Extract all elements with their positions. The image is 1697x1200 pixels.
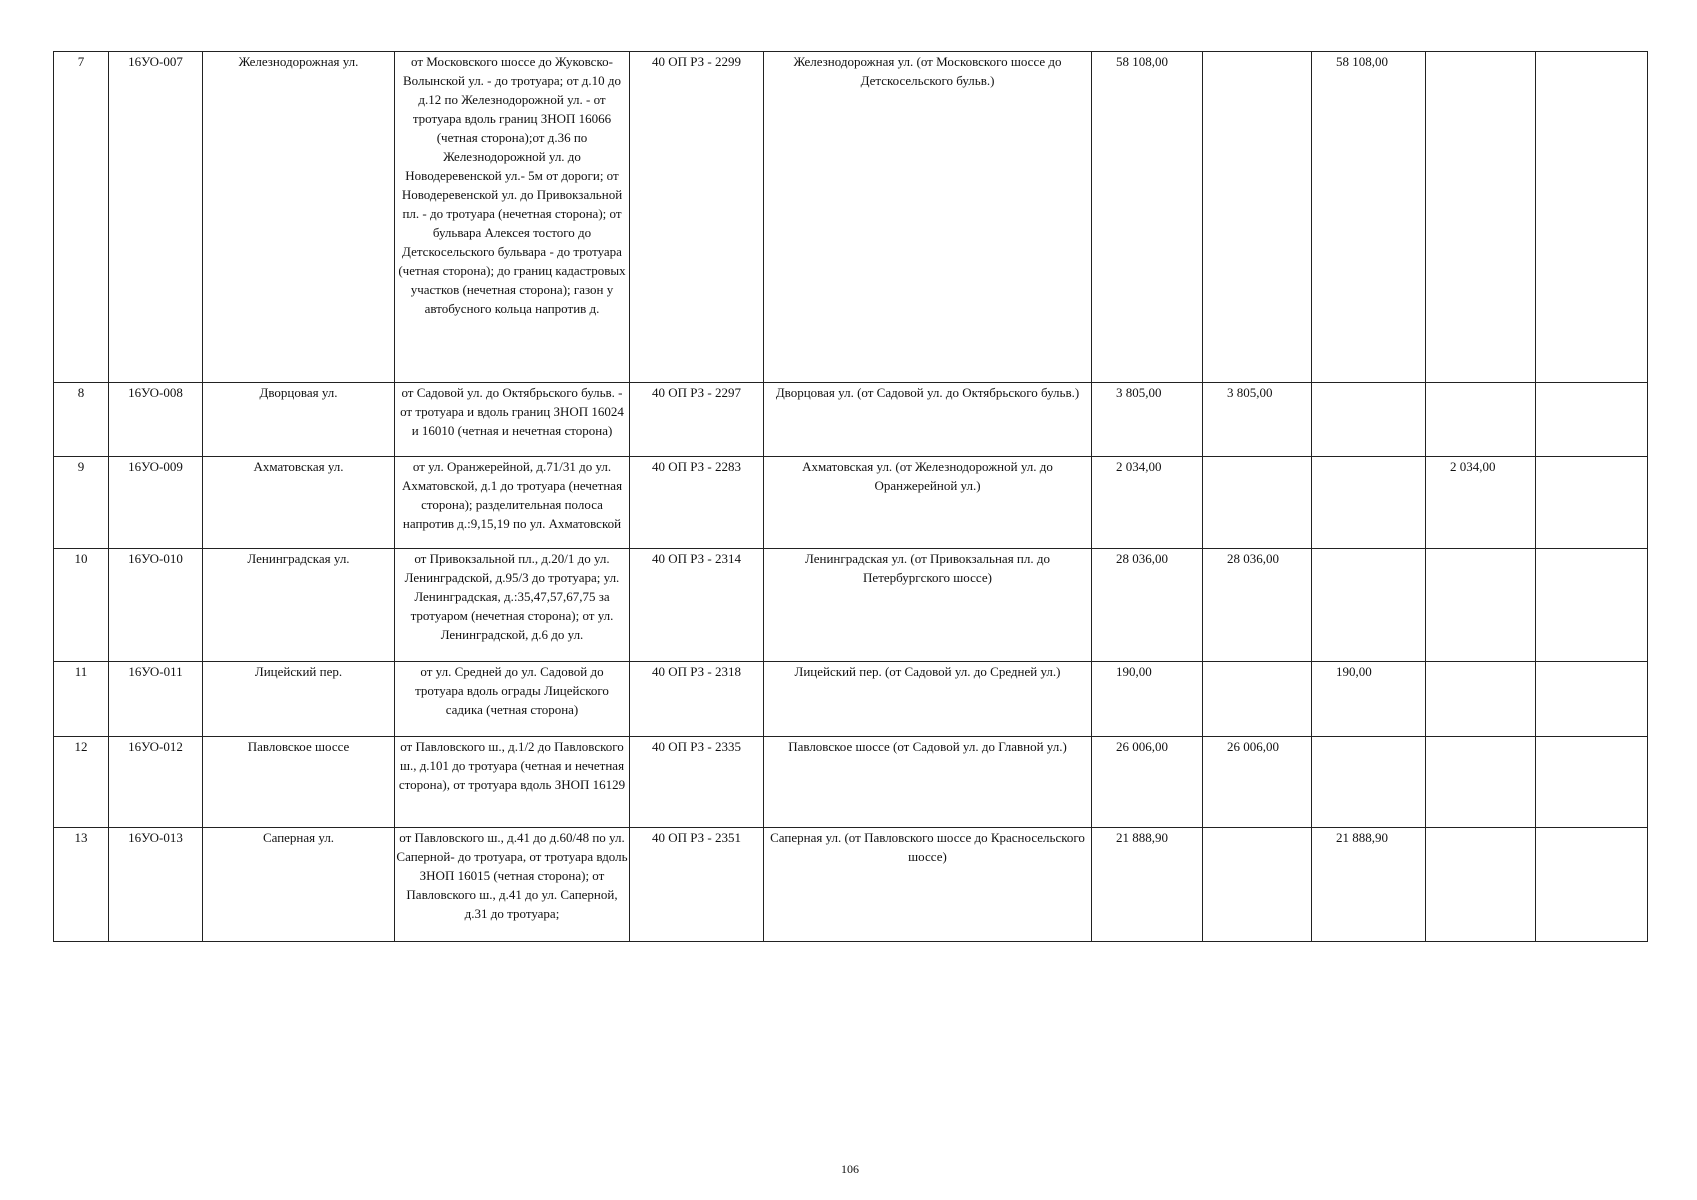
road-id: 40 ОП РЗ - 2335	[630, 737, 764, 828]
road-id: 40 ОП РЗ - 2297	[630, 383, 764, 457]
object-code: 16УО-007	[109, 52, 203, 383]
area-total: 26 006,00	[1092, 737, 1203, 828]
row-number: 12	[54, 737, 109, 828]
road-id: 40 ОП РЗ - 2318	[630, 662, 764, 737]
object-code: 16УО-013	[109, 828, 203, 942]
data-table	[53, 51, 1648, 942]
table-row	[54, 549, 1648, 662]
road-id: 40 ОП РЗ - 2299	[630, 52, 764, 383]
street-name: Ленинградская ул.	[203, 549, 395, 662]
road-name: Дворцовая ул. (от Садовой ул. до Октябрьского бульв.)	[764, 383, 1092, 457]
area-col-c	[1426, 52, 1536, 383]
area-total: 2 034,00	[1092, 457, 1203, 549]
area-col-a	[1203, 52, 1312, 383]
area-col-a: 26 006,00	[1203, 737, 1312, 828]
table-row	[54, 828, 1648, 942]
area-total: 190,00	[1092, 662, 1203, 737]
row-number: 11	[54, 662, 109, 737]
area-col-a	[1203, 828, 1312, 942]
road-name: Железнодорожная ул. (от Московского шоссе до Детскосельского бульв.)	[764, 52, 1092, 383]
area-col-d	[1536, 549, 1648, 662]
area-col-b: 21 888,90	[1312, 828, 1426, 942]
object-code: 16УО-009	[109, 457, 203, 549]
row-number: 13	[54, 828, 109, 942]
area-col-a	[1203, 662, 1312, 737]
area-description: от ул. Оранжерейной, д.71/31 до ул. Ахматовской, д.1 до тротуара (нечетная сторона); разделительная полоса напротив д.:9,15,19 по ул. Ахматовской	[395, 457, 630, 549]
road-name: Ленинградская ул. (от Привокзальная пл. до Петербургского шоссе)	[764, 549, 1092, 662]
object-code: 16УО-011	[109, 662, 203, 737]
table-row	[54, 662, 1648, 737]
table-row	[54, 457, 1648, 549]
road-name: Саперная ул. (от Павловского шоссе до Красносельского шоссе)	[764, 828, 1092, 942]
road-id: 40 ОП РЗ - 2283	[630, 457, 764, 549]
table-row	[54, 383, 1648, 457]
table-row	[54, 737, 1648, 828]
road-name: Павловское шоссе (от Садовой ул. до Главной ул.)	[764, 737, 1092, 828]
area-total: 21 888,90	[1092, 828, 1203, 942]
object-code: 16УО-012	[109, 737, 203, 828]
area-total: 3 805,00	[1092, 383, 1203, 457]
row-number: 8	[54, 383, 109, 457]
area-description: от ул. Средней до ул. Садовой до тротуара вдоль ограды Лицейского садика (четная сторона)	[395, 662, 630, 737]
table-row	[54, 52, 1648, 383]
area-col-c	[1426, 549, 1536, 662]
area-col-d	[1536, 662, 1648, 737]
area-col-d	[1536, 828, 1648, 942]
object-code: 16УО-008	[109, 383, 203, 457]
area-description: от Садовой ул. до Октябрьского бульв. - от тротуара и вдоль границ ЗНОП 16024 и 16010 (четная и нечетная сторона)	[395, 383, 630, 457]
area-col-b: 190,00	[1312, 662, 1426, 737]
street-name: Павловское шоссе	[203, 737, 395, 828]
area-description: от Привокзальной пл., д.20/1 до ул. Ленинградской, д.95/3 до тротуара; ул. Ленинградская, д.:35,47,57,67,75 за тротуаром (нечетная сторона); от ул. Ленинградской, д.6 до ул.	[395, 549, 630, 662]
table-wrap	[53, 51, 1647, 942]
area-description: от Московского шоссе до Жуковско-Волынской ул. - до тротуара; от д.10 до д.12 по Железнодорожной ул. - от тротуара вдоль границ ЗНОП 16066 (четная сторона);от д.36 по Железнодорожной ул. до Новодеревенской ул.- 5м от дороги; от Новодеревенской ул. до Привокзальной пл. - до тротуара (нечетная сторона); от бульвара Алексея тостого до Детскосельского бульвара - до тротуара (четная сторона); до границ кадастровых участков (нечетная сторона); газон у автобусного кольца напротив д.	[395, 52, 630, 383]
area-col-d	[1536, 383, 1648, 457]
area-col-b	[1312, 383, 1426, 457]
area-description: от Павловского ш., д.41 до д.60/48 по ул. Саперной- до тротуара, от тротуара вдоль ЗНОП 16015 (четная сторона); от Павловского ш., д.41 до ул. Саперной, д.31 до тротуара;	[395, 828, 630, 942]
street-name: Железнодорожная ул.	[203, 52, 395, 383]
area-description: от Павловского ш., д.1/2 до Павловского ш., д.101 до тротуара (четная и нечетная сторона), от тротуара вдоль ЗНОП 16129	[395, 737, 630, 828]
area-col-b: 58 108,00	[1312, 52, 1426, 383]
area-col-a: 28 036,00	[1203, 549, 1312, 662]
row-number: 7	[54, 52, 109, 383]
road-id: 40 ОП РЗ - 2314	[630, 549, 764, 662]
street-name: Саперная ул.	[203, 828, 395, 942]
area-col-b	[1312, 737, 1426, 828]
road-name: Лицейский пер. (от Садовой ул. до Средней ул.)	[764, 662, 1092, 737]
area-col-d	[1536, 52, 1648, 383]
row-number: 10	[54, 549, 109, 662]
area-col-a: 3 805,00	[1203, 383, 1312, 457]
row-number: 9	[54, 457, 109, 549]
street-name: Дворцовая ул.	[203, 383, 395, 457]
area-col-c	[1426, 383, 1536, 457]
area-col-c	[1426, 828, 1536, 942]
area-col-c	[1426, 662, 1536, 737]
area-col-c: 2 034,00	[1426, 457, 1536, 549]
area-col-b	[1312, 457, 1426, 549]
area-col-a	[1203, 457, 1312, 549]
area-col-c	[1426, 737, 1536, 828]
road-id: 40 ОП РЗ - 2351	[630, 828, 764, 942]
area-col-d	[1536, 737, 1648, 828]
area-total: 28 036,00	[1092, 549, 1203, 662]
street-name: Лицейский пер.	[203, 662, 395, 737]
road-name: Ахматовская ул. (от Железнодорожной ул. до Оранжерейной ул.)	[764, 457, 1092, 549]
page-number: 106	[841, 1162, 859, 1176]
area-col-b	[1312, 549, 1426, 662]
street-name: Ахматовская ул.	[203, 457, 395, 549]
area-total: 58 108,00	[1092, 52, 1203, 383]
object-code: 16УО-010	[109, 549, 203, 662]
area-col-d	[1536, 457, 1648, 549]
